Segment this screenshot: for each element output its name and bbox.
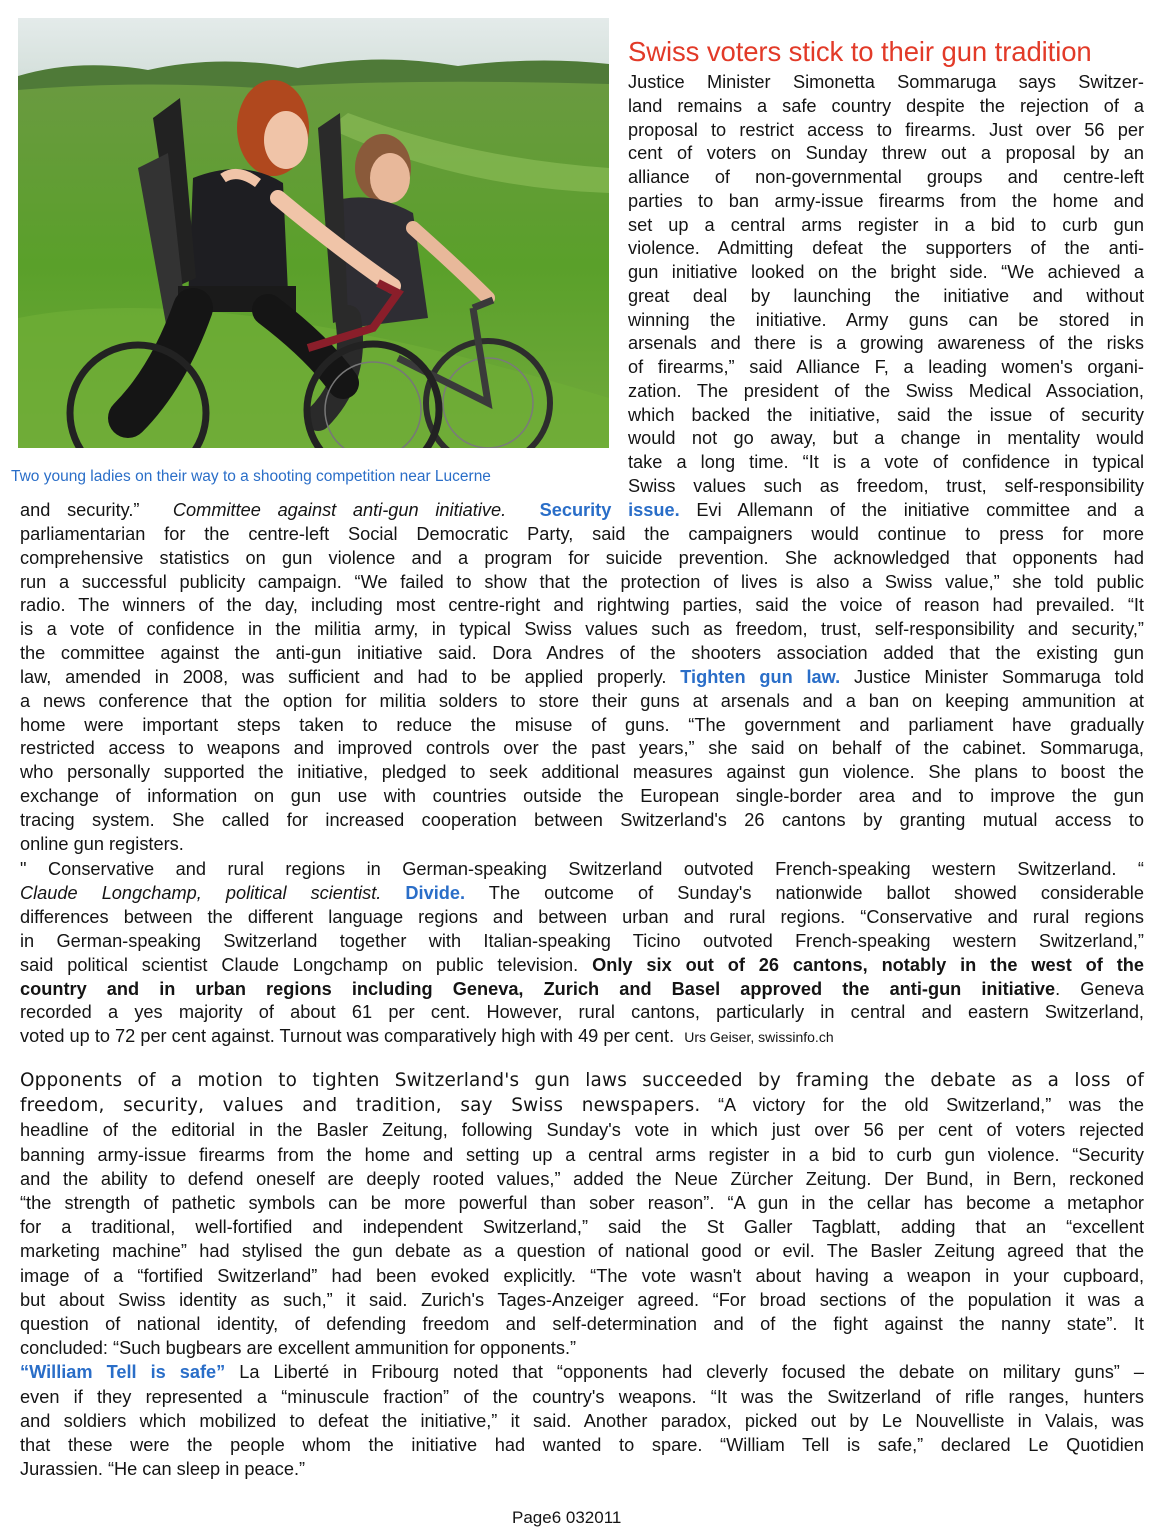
text-run: La Liberté in Fribourg noted that “opponents had cleverly focused the debate on military guns” –	[239, 1362, 1144, 1383]
paragraph-line: restricted access to weapons and improved controls over the past years,” she said on behalf of the cabinet. Sommaruga,	[20, 738, 1144, 759]
paragraph-line: is a vote of confidence in the militia army, in typical Swiss values such as freedom, trust, self-responsibility and security,”	[20, 619, 1144, 640]
pull-quote: " Conservative and rural regions in German-speaking Switzerland outvoted French-speaking western Switzerland. “	[20, 859, 1144, 879]
paragraph-line: marketing machine” had stylised the gun debate as a question of national good or evil. The Basler Zeitung agreed that the	[20, 1241, 1144, 1262]
subhead-william-tell: “William Tell is safe”	[20, 1362, 226, 1383]
text-run: and security.”	[20, 500, 140, 520]
paragraph-line: and the ability to defend oneself are deeply rooted values,” added the Neue Zürcher Zeitung. Der Bund, in Bern, reckoned	[20, 1168, 1144, 1189]
bold-statement: Only six out of 26 cantons, notably in the west of the	[592, 954, 1144, 975]
paragraph-line	[20, 954, 1144, 978]
text-run: . Geneva	[1055, 978, 1144, 999]
paragraph-line: and soldiers which mobilized to defeat the initiative,” it said. Another paradox, picked out by Le Nouvelliste in Valais, was	[20, 1410, 1144, 1431]
paragraph-line: tracing system. She called for increased cooperation between Switzerland's 26 cantons by granting mutual access to	[20, 809, 1144, 830]
column-line: arsenals and there is a growing awareness of the risks	[628, 333, 1144, 354]
paragraph-line	[20, 1093, 1144, 1118]
column-line: take a long time. “It is a vote of confidence in typical	[628, 452, 1144, 472]
paragraph-line	[20, 882, 1144, 906]
column-line: alliance of non-governmental groups and centre-left	[628, 167, 1144, 187]
text-run: Justice Minister Sommaruga told	[853, 666, 1145, 687]
paragraph-line: image of a “fortified Switzerland” had been evoked explicitly. “The vote wasn't about having a weapon in your cupboard,	[20, 1265, 1144, 1286]
paragraph-line	[20, 1360, 1144, 1384]
column-line: gun initiative looked on the bright side. “We achieved a	[628, 262, 1144, 282]
paragraph-line: Jurassien. “He can sleep in peace.”	[20, 1459, 306, 1480]
committee-attribution: Committee against anti-gun initiative.	[172, 500, 507, 520]
article-source: Urs Geiser, swissinfo.ch	[684, 1029, 834, 1046]
column-line: set up a central arms register in a bid to curb gun	[628, 214, 1144, 235]
paragraph-line: headline of the editorial in the Basler Zeitung, following Sunday's vote in which just over 56 per cent of voters rejected	[20, 1120, 1144, 1141]
paragraph-line: home were important steps taken to reduce the misuse of guns. “The government and parliament have gradually	[20, 714, 1144, 735]
paragraph-line: in German-speaking Switzerland together with Italian-speaking Ticino outvoted French-speaking western Switzerland,”	[20, 930, 1144, 951]
headline: Swiss voters stick to their gun tradition	[628, 36, 1092, 67]
paragraph-line: online gun registers.	[20, 833, 184, 854]
paragraph-line: radio. The winners of the day, including most centre-right and rightwing parties, said the voice of reason had prevailed. “It	[20, 595, 1144, 616]
paragraph-line: concluded: “Such bugbears are excellent ammunition for opponents.”	[20, 1338, 577, 1359]
paragraph-line: banning army-issue firearms from the home and setting up a central arms register in a bid to curb gun violence. “Security	[20, 1144, 1144, 1165]
subhead-divide: Divide.	[405, 882, 466, 903]
quote-attribution: Claude Longchamp, political scientist.	[20, 882, 382, 903]
column-line: which backed the initiative, said the issue of security	[628, 404, 1144, 425]
paragraph-line	[20, 666, 1144, 690]
column-line: of firearms,” said Alliance F, a leading women's organi-	[628, 357, 1144, 377]
paragraph-line: recorded a yes majority of about 61 per cent. However, rural cantons, particularly in central and eastern Switzerland,	[20, 1002, 1144, 1023]
text-run: “A victory for the old Switzerland,” was the	[718, 1095, 1144, 1116]
paragraph-line	[20, 499, 1144, 523]
paragraph-line: even if they represented a “minuscule fraction” of the country's weapons. “It was the Switzerland of rifle ranges, hunters	[20, 1386, 1144, 1407]
paragraph-line: that these were the people whom the initiative had wanted to spare. “William Tell is safe,” declared Le Quotidien	[20, 1435, 1144, 1456]
text-run: law, amended in 2008, was sufficient and had to be applied properly.	[20, 666, 667, 687]
column-line: cent of voters on Sunday threw out a proposal by an	[628, 143, 1144, 164]
column-line: great deal by launching the initiative and without	[628, 285, 1144, 306]
lead-line: Opponents of a motion to tighten Switzerland's gun laws succeeded by framing the debate as a loss of	[20, 1070, 1144, 1091]
text-run: The outcome of Sunday's nationwide ballot showed considerable	[488, 882, 1144, 903]
subhead-security-issue: Security issue.	[539, 500, 680, 520]
column-line: winning the initiative. Army guns can be stored in	[628, 309, 1144, 330]
paragraph-line: the committee against the anti-gun initiative said. Dora Andres of the shooters association added that the existing gun	[20, 643, 1144, 664]
paragraph-line: but about Swiss identity as such,” it said. Zurich's Tages-Anzeiger agreed. “For broad sections of the population it was a	[20, 1289, 1144, 1310]
paragraph-line: comprehensive statistics on gun violence and a program for suicide prevention. She acknowledged that opponents had	[20, 547, 1144, 568]
paragraph-line: exchange of information on gun use with countries outside the European single-border area and to improve the gun	[20, 786, 1144, 807]
page-footer: Page6 032011	[512, 1508, 622, 1527]
column-line: violence. Admitting defeat the supporters of the anti-	[628, 238, 1144, 259]
paragraph-security	[20, 499, 1144, 857]
paragraph-line: parliamentarian for the centre-left Social Democratic Party, said the campaigners would continue to press for more	[20, 523, 1144, 544]
lead-column	[628, 71, 1144, 499]
paragraph-line	[20, 978, 1144, 1002]
lead-line: freedom, security, values and tradition, say Swiss newspapers.	[20, 1095, 701, 1117]
cyclists-photo	[18, 18, 609, 448]
column-line: would not go away, but a change in mentality would	[628, 428, 1144, 449]
column-line: proposal to restrict access to firearms. Just over 56 per	[628, 119, 1144, 140]
cyclists-illustration	[18, 18, 609, 448]
text-run: Evi Allemann of the initiative committee and a	[696, 500, 1144, 520]
bold-statement: country and in urban regions including Geneva, Zurich and Basel approved the anti-gun initiative	[20, 978, 1056, 999]
column-line: Swiss values such as freedom, trust, self-responsibility	[628, 475, 1144, 496]
column-line: parties to ban army-issue firearms from the home and	[628, 190, 1144, 211]
paragraph-line	[20, 1025, 1144, 1050]
paragraph-line: a news conference that the option for militia solders to store their guns at arsenals and a ban on keeping ammunition at	[20, 690, 1144, 711]
subhead-tighten-gun-law: Tighten gun law.	[680, 666, 841, 687]
column-line: Justice Minister Simonetta Sommaruga says Switzer-	[628, 72, 1144, 92]
photo-caption: Two young ladies on their way to a shooting competition near Lucerne	[11, 468, 491, 485]
paragraph-line: run a successful publicity campaign. “We failed to show that the protection of lives is also a Swiss value,” she told public	[20, 571, 1144, 592]
paragraph-press-review	[20, 1069, 1144, 1481]
paragraph-line: for a traditional, well-fortified and independent Switzerland,” said the St Galler Tagblatt, adding that an “excellent	[20, 1217, 1144, 1238]
paragraph-divide	[20, 858, 1144, 1050]
paragraph-line: “the strength of pathetic symbols can be more powerful than sober reason”. “A gun in the cellar has become a metaphor	[20, 1193, 1144, 1214]
paragraph-line: question of national identity, of defending freedom and self-determination and of the fight against the nanny state”. It	[20, 1314, 1144, 1335]
paragraph-line: who personally supported the initiative, pledged to seek additional measures against gun violence. She plans to boost the	[20, 762, 1144, 783]
text-run: voted up to 72 per cent against. Turnout was comparatively high with 49 per cent.	[20, 1026, 675, 1047]
column-line: land remains a safe country despite the rejection of a	[628, 95, 1144, 116]
column-line: zation. The president of the Swiss Medical Association,	[628, 380, 1144, 401]
text-run: said political scientist Claude Longchamp on public television.	[20, 954, 579, 975]
paragraph-line: differences between the different language regions and between urban and rural regions. “Conservative and rural regions	[20, 906, 1144, 927]
